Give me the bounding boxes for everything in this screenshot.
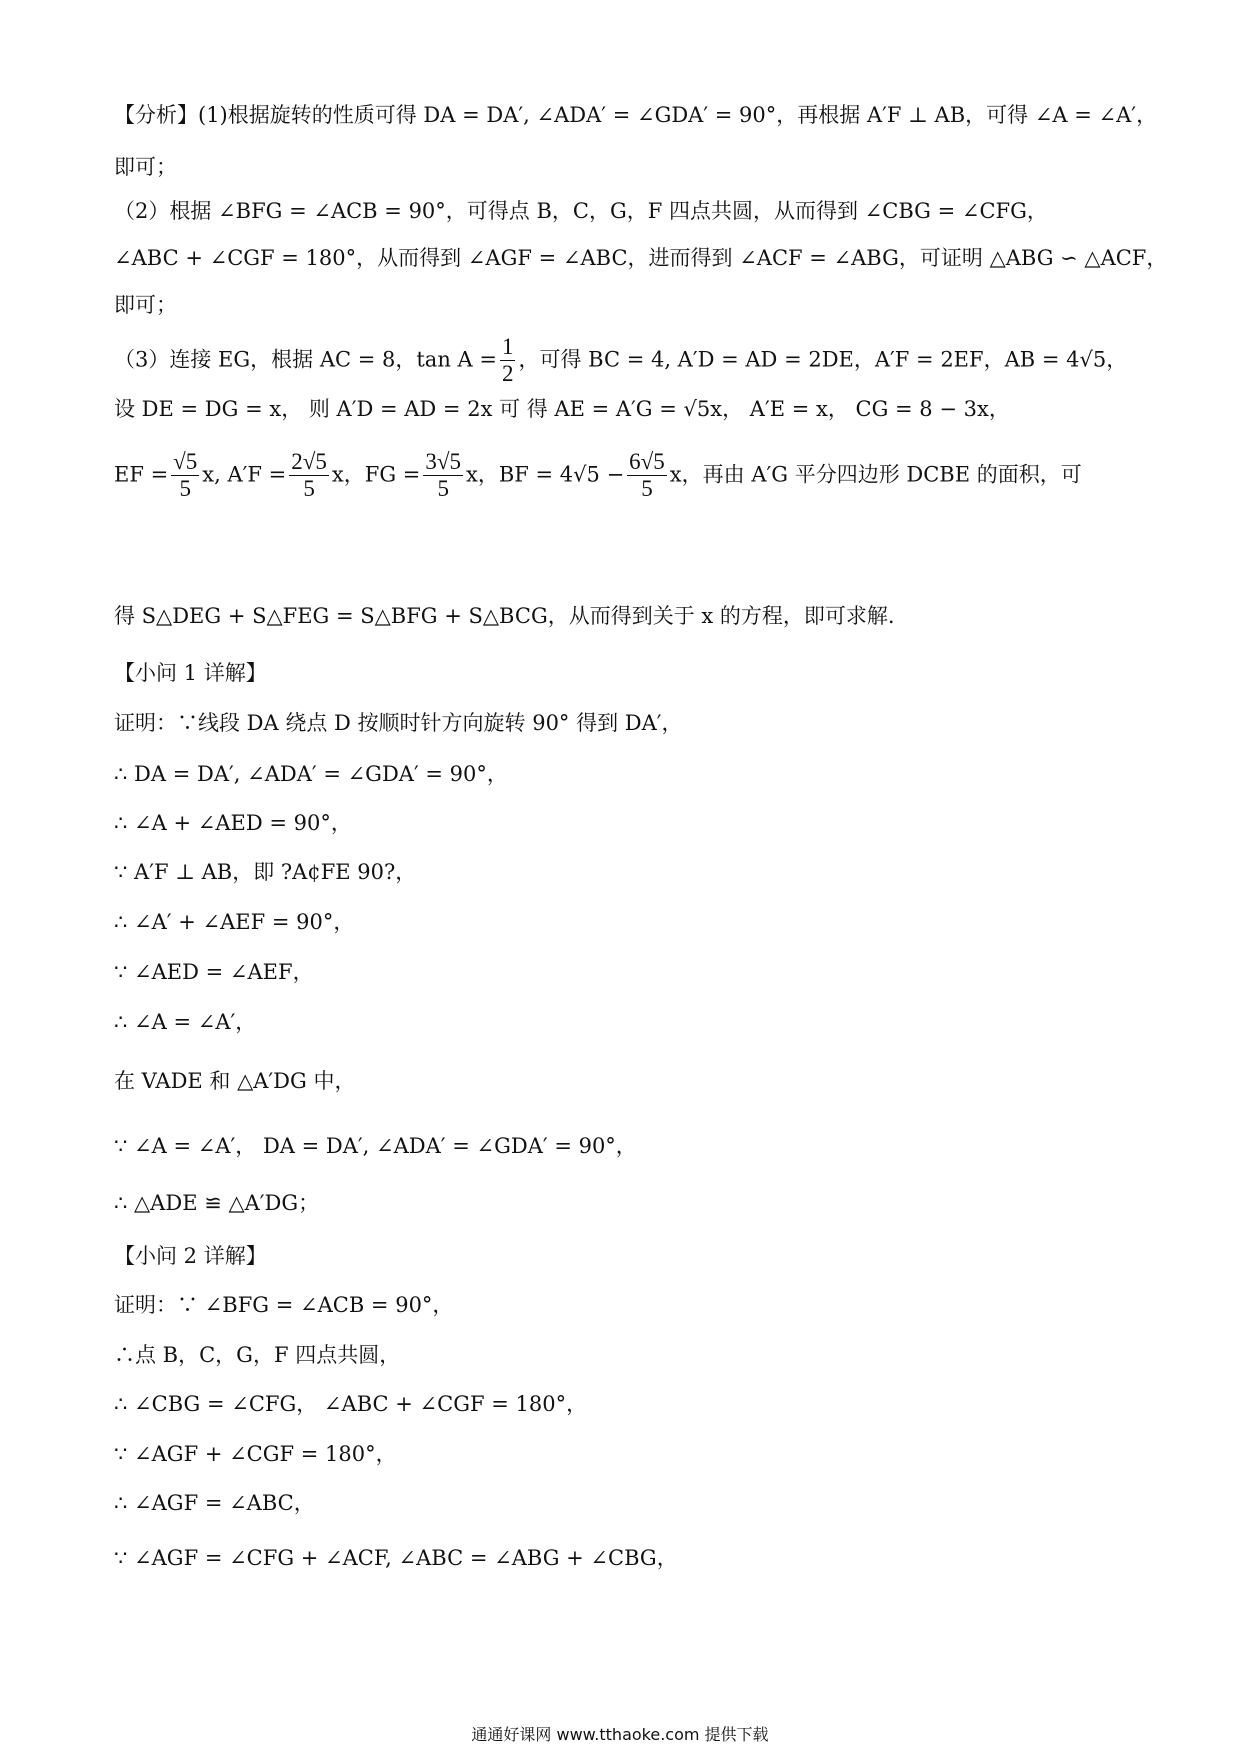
- part1-line: ∵ A′F ⊥ AB，即 ?A¢FE 90?，: [114, 860, 417, 884]
- fg-fraction-numerator: 3√5: [423, 449, 463, 476]
- analysis-line-9: 得 S△DEG + S△FEG = S△BFG + S△BCG，从而得到关于 x 的方程，即可求解.: [114, 604, 895, 628]
- bf-fraction-denominator: 5: [641, 476, 653, 502]
- analysis-line-8: [114, 449, 1130, 503]
- analysis-line-3: （2）根据 ∠BFG = ∠ACB = 90°，可得点 B，C，G，F 四点共圆，从而得到 ∠CBG = ∠CFG，: [114, 199, 1048, 223]
- analysis-line-8-e: x，再由 A′G 平分四边形 DCBE 的面积，可: [669, 462, 1082, 487]
- analysis-line-8-b: x, A′F =: [202, 462, 287, 487]
- part1-line: 证明：∵线段 DA 绕点 D 按顺时针方向旋转 90° 得到 DA′，: [114, 711, 683, 735]
- part1-line: ∴ ∠A = ∠A′，: [114, 1010, 257, 1034]
- analysis-line-8-d: x，BF = 4√5 −: [466, 462, 625, 487]
- part2-line: ∵ ∠AGF = ∠CFG + ∠ACF, ∠ABC = ∠ABG + ∠CBG，: [114, 1546, 678, 1570]
- analysis-line-8-c: x，FG =: [331, 462, 421, 487]
- part1-line: ∴ △ADE ≌ △A′DG；: [114, 1191, 320, 1215]
- analysis-line-6-a: （3）连接 EG，根据 AC = 8，tan A =: [114, 347, 497, 372]
- part2-heading: 【小问 2 详解】: [114, 1244, 267, 1268]
- analysis-line-6-b: ，可得 BC = 4, A′D = AD = 2DE，A′F = 2EF，AB = 4√5，: [518, 347, 1128, 372]
- ef-fraction-numerator: √5: [171, 449, 199, 476]
- analysis-line-8-a: EF =: [114, 462, 169, 487]
- af-fraction: [289, 449, 329, 503]
- part2-line: ∴ ∠CBG = ∠CFG， ∠ABC + ∠CGF = 180°，: [114, 1392, 588, 1416]
- analysis-line-7: 设 DE = DG = x， 则 A′D = AD = 2x 可 得 AE = A′G = √5x， A′E = x， CG = 8 − 3x，: [114, 397, 1010, 421]
- part1-line: 在 VADE 和 △A′DG 中，: [114, 1069, 356, 1093]
- ef-fraction-denominator: 5: [179, 476, 191, 502]
- part1-line: ∴ ∠A′ + ∠AEF = 90°，: [114, 910, 355, 934]
- part1-line: ∴ DA = DA′, ∠ADA′ = ∠GDA′ = 90°，: [114, 762, 508, 786]
- tan-fraction-denominator: 2: [501, 361, 514, 387]
- bf-fraction-numerator: 6√5: [627, 449, 667, 476]
- analysis-line-5: 即可；: [114, 293, 177, 317]
- tan-fraction-numerator: 1: [500, 334, 516, 361]
- part2-line: ∵ ∠AGF + ∠CGF = 180°，: [114, 1442, 397, 1466]
- af-fraction-numerator: 2√5: [289, 449, 329, 476]
- tan-fraction: [500, 334, 516, 388]
- analysis-line-6: [114, 334, 1130, 388]
- fg-fraction: [423, 449, 463, 503]
- part2-line: ∴ ∠AGF = ∠ABC，: [114, 1491, 315, 1515]
- part1-line: ∴ ∠A + ∠AED = 90°，: [114, 811, 352, 835]
- part1-line: ∵ ∠AED = ∠AEF，: [114, 960, 314, 984]
- af-fraction-denominator: 5: [303, 476, 315, 502]
- part2-line: 证明：∵ ∠BFG = ∠ACB = 90°，: [114, 1293, 454, 1317]
- part2-line: ∴点 B，C，G，F 四点共圆，: [114, 1343, 401, 1367]
- analysis-line-4: ∠ABC + ∠CGF = 180°，从而得到 ∠AGF = ∠ABC，进而得到 ∠ACF = ∠ABG，可证明 △ABG ∽ △ACF，: [114, 246, 1168, 270]
- part1-heading: 【小问 1 详解】: [114, 661, 267, 685]
- analysis-line-1: 【分析】(1)根据旋转的性质可得 DA = DA′, ∠ADA′ = ∠GDA′ = 90°，再根据 A′F ⊥ AB，可得 ∠A = ∠A′，: [114, 103, 1158, 127]
- ef-fraction: [171, 449, 199, 503]
- page-footer: 通通好课网 www.tthaoke.com 提供下载: [471, 1725, 769, 1744]
- bf-fraction: [627, 449, 667, 503]
- part1-line: ∵ ∠A = ∠A′， DA = DA′, ∠ADA′ = ∠GDA′ = 90°，: [114, 1134, 637, 1158]
- fg-fraction-denominator: 5: [437, 476, 449, 502]
- analysis-line-2: 即可；: [114, 155, 177, 179]
